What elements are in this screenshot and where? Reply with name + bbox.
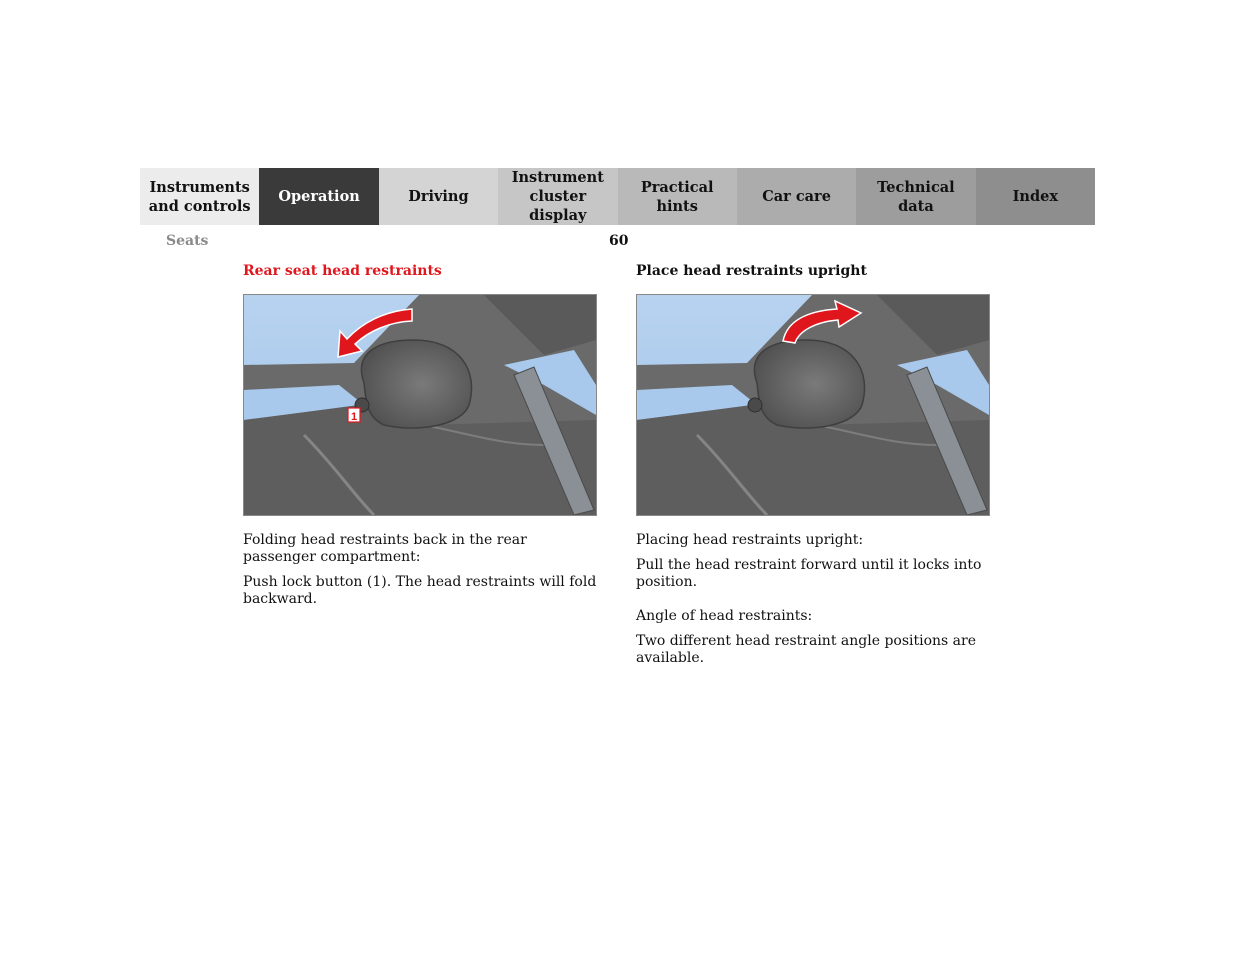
upright-illustration <box>636 294 990 516</box>
tab-index[interactable] <box>976 168 1095 225</box>
tab-car-care[interactable] <box>737 168 856 225</box>
right-column <box>636 262 996 666</box>
upright-drawing <box>637 295 989 515</box>
page-number: 60 <box>609 233 629 249</box>
tab-practical-hints[interactable] <box>618 168 737 225</box>
left-heading: Rear seat head restraints <box>243 263 442 279</box>
right-paragraph: Angle of head restraints: <box>636 608 813 624</box>
fold-back-drawing <box>244 295 596 515</box>
tab-label: Technical data <box>877 178 955 215</box>
tab-label: Driving <box>408 188 469 205</box>
tab-label: Practical hints <box>640 178 714 215</box>
left-column <box>243 262 603 607</box>
section-title: Seats <box>166 233 209 249</box>
tab-label: Operation <box>278 188 360 205</box>
tab-label: Instruments and controls <box>148 178 251 215</box>
chapter-nav <box>140 168 1095 225</box>
tab-label: Car care <box>762 188 831 205</box>
fold-back-illustration <box>243 294 597 516</box>
right-body <box>636 532 996 675</box>
right-paragraph: Placing head restraints upright: <box>636 532 864 548</box>
tab-operation[interactable] <box>259 168 378 225</box>
tab-instruments-and-controls[interactable] <box>140 168 259 225</box>
tab-driving[interactable] <box>379 168 498 225</box>
tab-label: Instrument cluster display <box>511 169 604 224</box>
right-paragraph: Two different head restraint angle positions are available. <box>636 633 976 666</box>
left-paragraph: Push lock button (1). The head restraints will fold backward. <box>243 574 597 607</box>
left-body <box>243 532 603 616</box>
tab-label: Index <box>1012 188 1058 205</box>
right-paragraph: Pull the head restraint forward until it locks into position. <box>636 557 982 590</box>
left-paragraph: Folding head restraints back in the rear passenger compartment: <box>243 532 527 565</box>
callout-1: 1 <box>350 411 358 423</box>
tab-instrument-cluster-display[interactable] <box>498 168 617 225</box>
right-heading: Place head restraints upright <box>636 263 867 279</box>
tab-technical-data[interactable] <box>856 168 975 225</box>
